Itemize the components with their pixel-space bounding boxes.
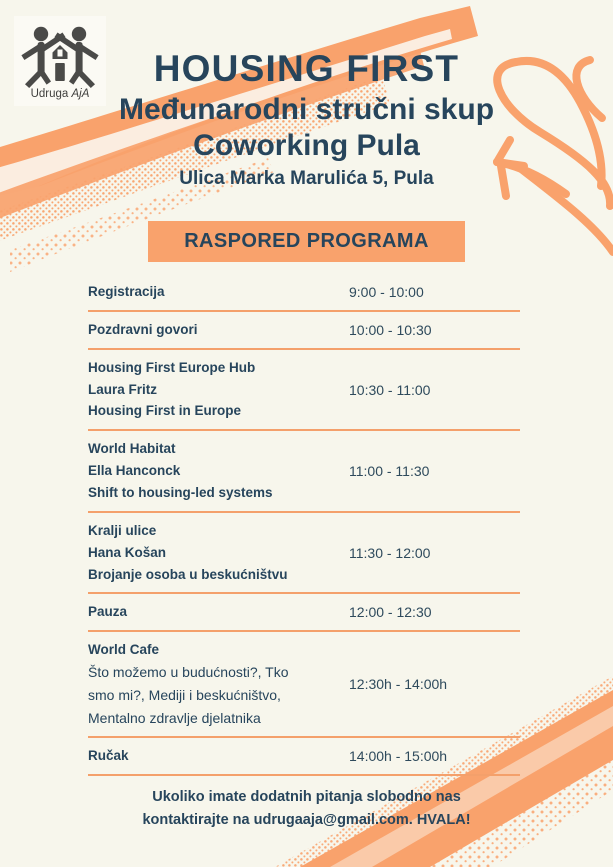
udruga-aja-logo [14, 16, 106, 106]
schedule-row-heading: Kralji ulice [88, 522, 157, 538]
schedule-row-time: 12:00 - 12:30 [349, 604, 432, 621]
schedule-row-detail: smo mi?, Mediji i beskućništvo, [88, 686, 281, 703]
schedule-row-description [88, 513, 343, 593]
schedule-row-heading: Registracija [88, 284, 165, 299]
schedule-banner-label: RASPORED PROGRAMA [184, 230, 429, 252]
footer-line-1: Ukoliko imate dodatnih pitanja slobodno nas [152, 789, 461, 805]
schedule-row-heading: Shift to housing-led systems [88, 485, 273, 501]
schedule-banner [148, 221, 465, 262]
table-row [88, 513, 520, 595]
schedule-row-time: 10:00 - 10:30 [349, 321, 432, 338]
schedule-row-description [88, 738, 343, 774]
two-figures-house-icon [17, 19, 103, 103]
schedule-row-time: 12:30h - 14:00h [349, 676, 448, 693]
schedule-row-description [88, 274, 343, 310]
subtitle-line-2: Coworking Pula [193, 128, 420, 162]
contact-footer [0, 786, 613, 833]
table-row [88, 312, 520, 350]
schedule-row-heading: Housing First Europe Hub [88, 359, 256, 375]
table-row [88, 594, 520, 632]
page-title: HOUSING FIRST [153, 48, 460, 89]
schedule-row-heading: Laura Fritz [88, 381, 158, 397]
schedule-row-description [88, 312, 343, 348]
schedule-row-heading: Ella Hanconck [88, 463, 181, 479]
schedule-row-heading: Hana Košan [88, 544, 167, 560]
schedule-row-description [88, 350, 343, 430]
venue-address: Ulica Marka Marulića 5, Pula [179, 168, 434, 190]
schedule-row-detail: Što možemo u budućnosti?, Tko [88, 664, 289, 681]
table-row [88, 274, 520, 312]
table-row [88, 738, 520, 776]
schedule-row-time: 10:30 - 11:00 [349, 381, 431, 398]
footer-line-2: kontaktirajte na udrugaaja@gmail.com. HVALA! [142, 812, 471, 829]
table-row [88, 431, 520, 513]
schedule-row-time: 14:00h - 15:00h [349, 748, 448, 765]
schedule-row-detail: Mentalno zdravlje djelatnika [88, 709, 261, 726]
schedule-row-description [88, 594, 343, 630]
schedule-row-description [88, 632, 343, 736]
schedule-row-time: 11:00 - 11:30 [349, 463, 430, 480]
table-row [88, 632, 520, 738]
schedule-row-time: 11:30 - 12:00 [349, 544, 431, 561]
schedule-row-heading: Ručak [88, 748, 129, 764]
schedule-table [88, 274, 520, 776]
schedule-row-heading: Pozdravni govori [88, 321, 198, 337]
schedule-row-heading: World Cafe [88, 642, 160, 658]
schedule-row-heading: World Habitat [88, 441, 176, 457]
schedule-row-description [88, 431, 343, 511]
table-row [88, 350, 520, 432]
schedule-row-time: 9:00 - 10:00 [349, 283, 424, 300]
subtitle-line-1: Međunarodni stručni skup [118, 93, 495, 127]
schedule-row-heading: Pauza [88, 604, 128, 620]
schedule-row-heading: Housing First in Europe [88, 403, 242, 419]
schedule-row-heading: Brojanje osoba u beskućništvu [88, 566, 288, 582]
logo-wordmark: Udruga AjA [30, 88, 90, 100]
